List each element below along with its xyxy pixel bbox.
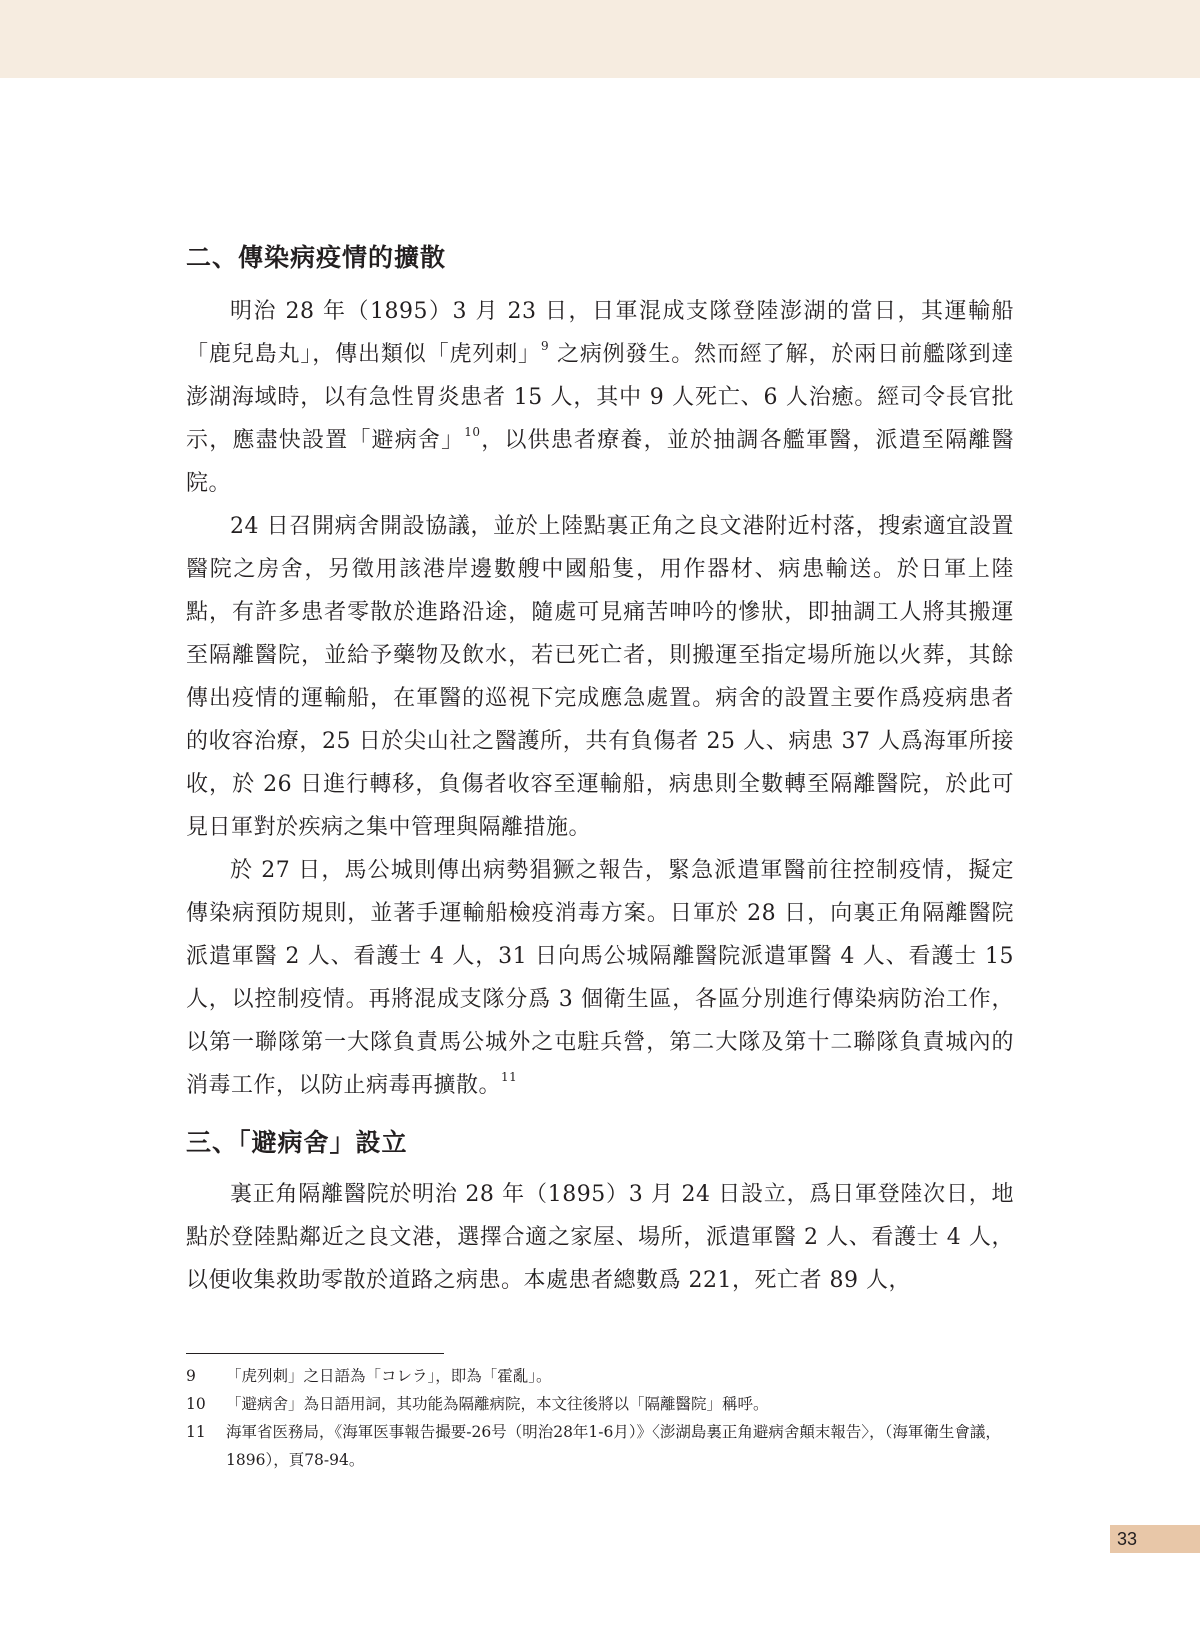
- paragraph-text: 裏正角隔離醫院於明治 28 年（1895）3 月 24 日設立，爲日軍登陸次日，地點於登陸點鄰近之良文港，選擇合適之家屋、場所，派遣軍醫 2 人、看護士 4 人，以便收集救助零散於道路之病患。本處患者總數爲 221，死亡者 89 人，: [186, 1182, 1014, 1293]
- main-content: [186, 238, 1014, 1302]
- footnotes: [186, 1362, 1016, 1474]
- footnote-text: 「避病舍」為日語用詞，其功能為隔離病院，本文往後將以「隔離醫院」稱呼。: [226, 1395, 769, 1413]
- footnote-text: 「虎列刺」之日語為「コレラ」，即為「霍亂」。: [226, 1367, 552, 1385]
- paragraph-text: 之病例發生。然而經了解，於兩日前艦隊到達澎湖海域時，以有急性胃炎患者 15 人，其中 9 人死亡、6 人治癒。經司令長官批示，應盡快設置「避病舍」: [186, 342, 1014, 453]
- top-decorative-band: [0, 0, 1200, 78]
- paragraph-text: ，以供患者療養，並於抽調各艦軍醫，派遣至隔離醫院。: [186, 428, 1014, 496]
- paragraph-text: 24 日召開病舍開設協議，並於上陸點裏正角之良文港附近村落，搜索適宜設置醫院之房舍，另徵用該港岸邊數艘中國船隻，用作器材、病患輸送。於日軍上陸點，有許多患者零散於進路沿途，隨處可見痛苦呻吟的慘狀，即抽調工人將其搬運至隔離醫院，並給予藥物及飲水，若已死亡者，則搬運至指定場所施以火葬，其餘傳出疫情的運輸船，在軍醫的巡視下完成應急處置。病舍的設置主要作爲疫病患者的收容治療，25 日於尖山社之醫護所，共有負傷者 25 人、病患 37 人爲海軍所接收，於 26 日進行轉移，負傷者收容至運輸船，病患則全數轉至隔離醫院，於此可見日軍對於疾病之集中管理與隔離措施。: [186, 514, 1014, 840]
- footnote-number: 10: [186, 1395, 206, 1413]
- footnote-divider: [186, 1353, 444, 1354]
- footnote-text: 海軍省医務局，《海軍医事報告撮要-26号（明治28年1-6月）》〈澎湖島裏正角避病舍顛末報告〉，（海軍衛生會議，1896），頁78-94。: [226, 1423, 1001, 1469]
- paragraph-text: 於 27 日，馬公城則傳出病勢猖獗之報告，緊急派遣軍醫前往控制疫情，擬定傳染病預防規則，並著手運輸船檢疫消毒方案。日軍於 28 日，向裏正角隔離醫院派遣軍醫 2 人、看護士 4 人，31 日向馬公城隔離醫院派遣軍醫 4 人、看護士 15 人，以控制疫情。再將混成支隊分爲 3 個衛生區，各區分別進行傳染病防治工作，以第一聯隊第一大隊負責馬公城外之屯駐兵營，第二大隊及第十二聯隊負責城內的消毒工作，以防止病毒再擴散。: [186, 858, 1014, 1098]
- section-heading-isolation-hospital: 三、「避病舍」設立: [186, 1128, 408, 1157]
- body-paragraph: [186, 1173, 1014, 1302]
- footnote-ref: 10: [464, 425, 481, 439]
- footnote-10: [186, 1390, 1016, 1418]
- footnote-9: [186, 1362, 1016, 1390]
- body-paragraph: [186, 505, 1014, 849]
- footnote-11: [186, 1418, 1016, 1474]
- body-paragraph: [186, 849, 1014, 1107]
- body-paragraph: [186, 290, 1014, 505]
- page-number: 33: [1117, 1529, 1138, 1549]
- footnote-ref: 11: [501, 1070, 518, 1084]
- paragraph-text: 明治 28 年（1895）3 月 23 日，日軍混成支隊登陸澎湖的當日，其運輸船「鹿兒島丸」，傳出類似「虎列刺」: [186, 299, 1014, 367]
- section-heading-spread: 二、傳染病疫情的擴散: [186, 243, 447, 272]
- footnote-number: 11: [186, 1423, 206, 1441]
- footnote-ref: 9: [540, 339, 550, 353]
- footnote-number: 9: [186, 1367, 196, 1385]
